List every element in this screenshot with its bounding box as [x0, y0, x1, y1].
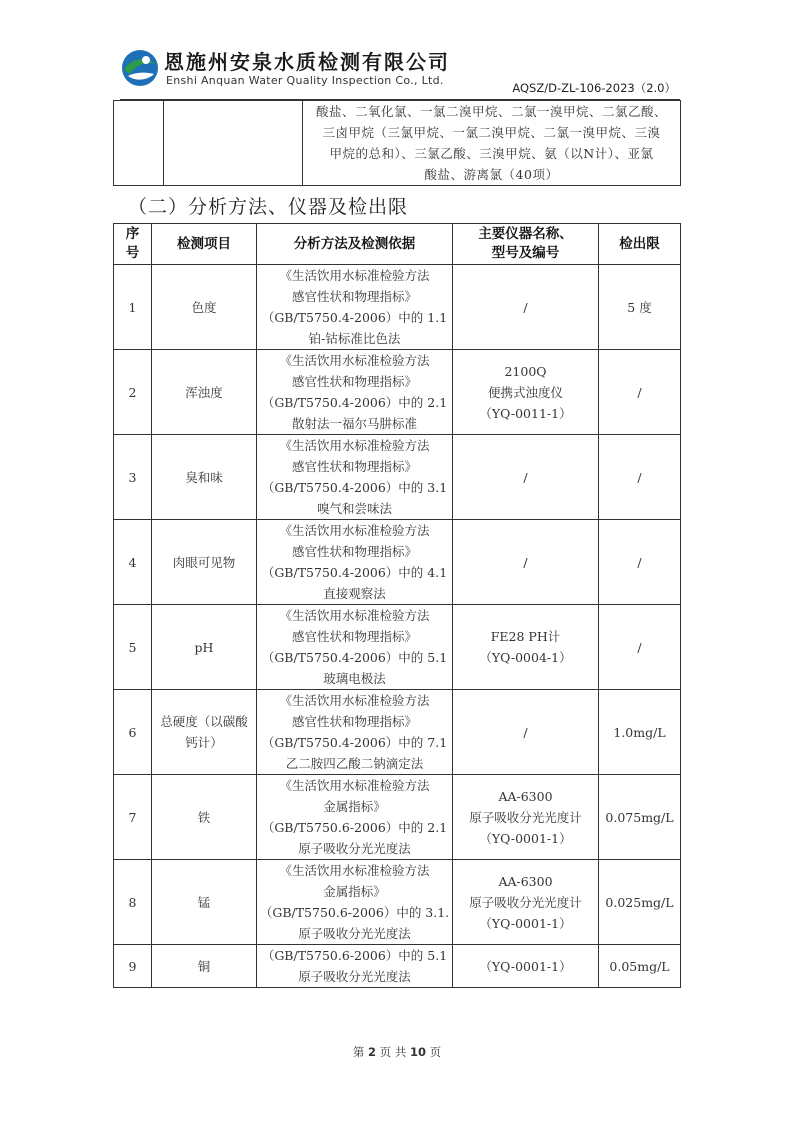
methods-table [113, 223, 681, 988]
header-method: 分析方法及检测依据 [257, 224, 453, 265]
table-row [114, 265, 681, 350]
method-line: （GB/T5750.4-2006）中的 4.1 [261, 565, 448, 580]
cell-limit: / [599, 350, 681, 435]
method-line: 《生活饮用水标准检验方法 [279, 778, 430, 793]
header-limit: 检出限 [599, 224, 681, 265]
cell-limit: / [599, 435, 681, 520]
method-line: 原子吸收分光光度法 [298, 969, 411, 984]
method-line: （GB/T5750.4-2006）中的 1.1 [261, 310, 448, 325]
item-text: 浑浊度 [185, 384, 223, 400]
footer-total-pages: 10 [409, 1045, 426, 1059]
method-line: （GB/T5750.4-2006）中的 3.1 [261, 480, 448, 495]
cell-seq: 9 [114, 945, 152, 988]
cell-seq: 3 [114, 435, 152, 520]
item-text: 总硬度（以碳酸钙计） [160, 714, 248, 750]
footer-middle: 页 共 [379, 1045, 407, 1059]
cell-method [257, 350, 453, 435]
cell-seq: 4 [114, 520, 152, 605]
cell-item [152, 520, 257, 605]
continuation-table [113, 100, 681, 186]
item-text: 铁 [197, 809, 211, 825]
document-header [120, 44, 680, 100]
continuation-item-cell [164, 101, 303, 186]
cell-method [257, 605, 453, 690]
item-text: 色度 [191, 299, 217, 315]
instrument-line: （YQ-0001-1） [479, 958, 572, 974]
method-line: 金属指标》 [323, 884, 386, 899]
method-line: 《生活饮用水标准检验方法 [279, 353, 430, 368]
instrument-line: （YQ-0011-1） [479, 405, 572, 421]
cell-method [257, 520, 453, 605]
item-text: pH [194, 639, 214, 655]
method-line: 感官性状和物理指标》 [291, 289, 417, 304]
method-line: 玻璃电极法 [323, 671, 386, 686]
method-line: （GB/T5750.6-2006）中的 2.1 [261, 820, 448, 835]
company-name-cn: 恩施州安泉水质检测有限公司 [164, 50, 450, 74]
item-text: 肉眼可见物 [172, 554, 236, 570]
cell-instrument [453, 775, 599, 860]
item-text: 锰 [197, 894, 211, 910]
cell-instrument [453, 520, 599, 605]
cell-seq: 5 [114, 605, 152, 690]
method-line: 感官性状和物理指标》 [291, 629, 417, 644]
method-line: 《生活饮用水标准检验方法 [279, 863, 430, 878]
company-logo [120, 48, 160, 88]
instrument-line: （YQ-0001-1） [479, 915, 572, 931]
cell-limit: 0.025mg/L [599, 860, 681, 945]
table-row [114, 690, 681, 775]
method-line: 铂-钴标准比色法 [308, 331, 401, 346]
cell-instrument [453, 690, 599, 775]
method-line: 金属指标》 [323, 799, 386, 814]
method-line: 《生活饮用水标准检验方法 [279, 523, 430, 538]
cell-item [152, 350, 257, 435]
instrument-line: FE28 PH计 [490, 629, 561, 644]
method-line: 直接观察法 [323, 586, 386, 601]
cell-method [257, 690, 453, 775]
cell-limit: 0.075mg/L [599, 775, 681, 860]
cell-method [257, 860, 453, 945]
table-row [114, 945, 681, 988]
instrument-line: / [523, 299, 528, 315]
header-item: 检测项目 [152, 224, 257, 265]
cell-method [257, 265, 453, 350]
cell-method [257, 775, 453, 860]
cell-method [257, 435, 453, 520]
cell-seq: 6 [114, 690, 152, 775]
continuation-line: 甲烷的总和）、三氯乙酸、三溴甲烷、氨（以N计）、亚氯 [329, 146, 654, 161]
method-line: 感官性状和物理指标》 [291, 714, 417, 729]
company-name-en: Enshi Anquan Water Quality Inspection Co., Ltd. [166, 74, 444, 87]
instrument-line: / [523, 469, 528, 485]
instrument-line: AA-6300 [498, 788, 553, 804]
instrument-line: 原子吸收分光光度计 [469, 809, 582, 825]
cell-item [152, 690, 257, 775]
cell-item [152, 605, 257, 690]
cell-seq: 7 [114, 775, 152, 860]
method-line: （GB/T5750.6-2006）中的 3.1. [259, 905, 450, 920]
page-footer [0, 1044, 794, 1060]
cell-instrument [453, 350, 599, 435]
footer-page-number: 2 [368, 1045, 377, 1059]
item-text: 铜 [197, 958, 211, 974]
cell-limit: / [599, 605, 681, 690]
method-line: 《生活饮用水标准检验方法 [279, 268, 430, 283]
method-line: 《生活饮用水标准检验方法 [279, 438, 430, 453]
footer-suffix: 页 [429, 1045, 442, 1059]
cell-instrument [453, 945, 599, 988]
method-line: 《生活饮用水标准检验方法 [279, 693, 430, 708]
method-line: 感官性状和物理指标》 [291, 459, 417, 474]
instrument-line: 原子吸收分光光度计 [469, 894, 582, 910]
instrument-line: 便携式浊度仪 [487, 384, 563, 400]
item-text: 臭和味 [185, 469, 223, 485]
continuation-line: 酸盐、二氧化氯、一氯二溴甲烷、二氯一溴甲烷、二氯乙酸、 [315, 104, 667, 119]
table-row [114, 350, 681, 435]
method-line: （GB/T5750.4-2006）中的 2.1 [261, 395, 448, 410]
method-line: 嗅气和尝味法 [316, 501, 392, 516]
cell-limit: 0.05mg/L [599, 945, 681, 988]
method-line: （GB/T5750.6-2006）中的 5.1 [261, 948, 448, 963]
instrument-line: AA-6300 [498, 873, 553, 889]
cell-method [257, 945, 453, 988]
method-line: 《生活饮用水标准检验方法 [279, 608, 430, 623]
cell-item [152, 435, 257, 520]
instrument-line: （YQ-0004-1） [479, 650, 572, 665]
header-instrument: 主要仪器名称、 型号及编号 [453, 224, 599, 265]
method-line: （GB/T5750.4-2006）中的 5.1 [261, 650, 448, 665]
instrument-line: 2100Q [504, 363, 547, 379]
method-line: 乙二胺四乙酸二钠滴定法 [285, 756, 424, 771]
cell-limit: / [599, 520, 681, 605]
continuation-items-cell [303, 101, 681, 186]
cell-instrument [453, 435, 599, 520]
cell-item [152, 860, 257, 945]
table-header-row [114, 224, 681, 265]
method-line: 感官性状和物理指标》 [291, 374, 417, 389]
table-row [114, 860, 681, 945]
cell-item [152, 265, 257, 350]
method-line: 散射法一福尔马肼标准 [291, 416, 417, 431]
cell-limit: 1.0mg/L [599, 690, 681, 775]
cell-seq: 1 [114, 265, 152, 350]
method-line: 原子吸收分光光度法 [298, 926, 411, 941]
cell-item [152, 945, 257, 988]
table-row [114, 520, 681, 605]
continuation-line: 三卤甲烷（三氯甲烷、一氯二溴甲烷、二氯一溴甲烷、三溴 [322, 125, 661, 140]
cell-limit: 5 度 [599, 265, 681, 350]
cell-instrument [453, 605, 599, 690]
continuation-seq-cell [114, 101, 164, 186]
cell-instrument [453, 265, 599, 350]
cell-seq: 8 [114, 860, 152, 945]
table-row [114, 435, 681, 520]
cell-seq: 2 [114, 350, 152, 435]
instrument-line: （YQ-0001-1） [479, 830, 572, 846]
table-row [114, 605, 681, 690]
section-title: （二）分析方法、仪器及检出限 [128, 196, 409, 218]
instrument-line: / [523, 724, 528, 740]
document-code: AQSZ/D-ZL-106-2023（2.0） [512, 81, 676, 95]
method-line: （GB/T5750.4-2006）中的 7.1 [261, 735, 448, 750]
header-seq: 序 号 [114, 224, 152, 265]
continuation-line: 酸盐、游离氯（40项） [424, 167, 559, 182]
table-body [114, 265, 681, 988]
table-row [114, 775, 681, 860]
method-line: 感官性状和物理指标》 [291, 544, 417, 559]
cell-item [152, 775, 257, 860]
method-line: 原子吸收分光光度法 [298, 841, 411, 856]
instrument-line: / [523, 554, 528, 570]
footer-prefix: 第 [352, 1045, 365, 1059]
cell-instrument [453, 860, 599, 945]
